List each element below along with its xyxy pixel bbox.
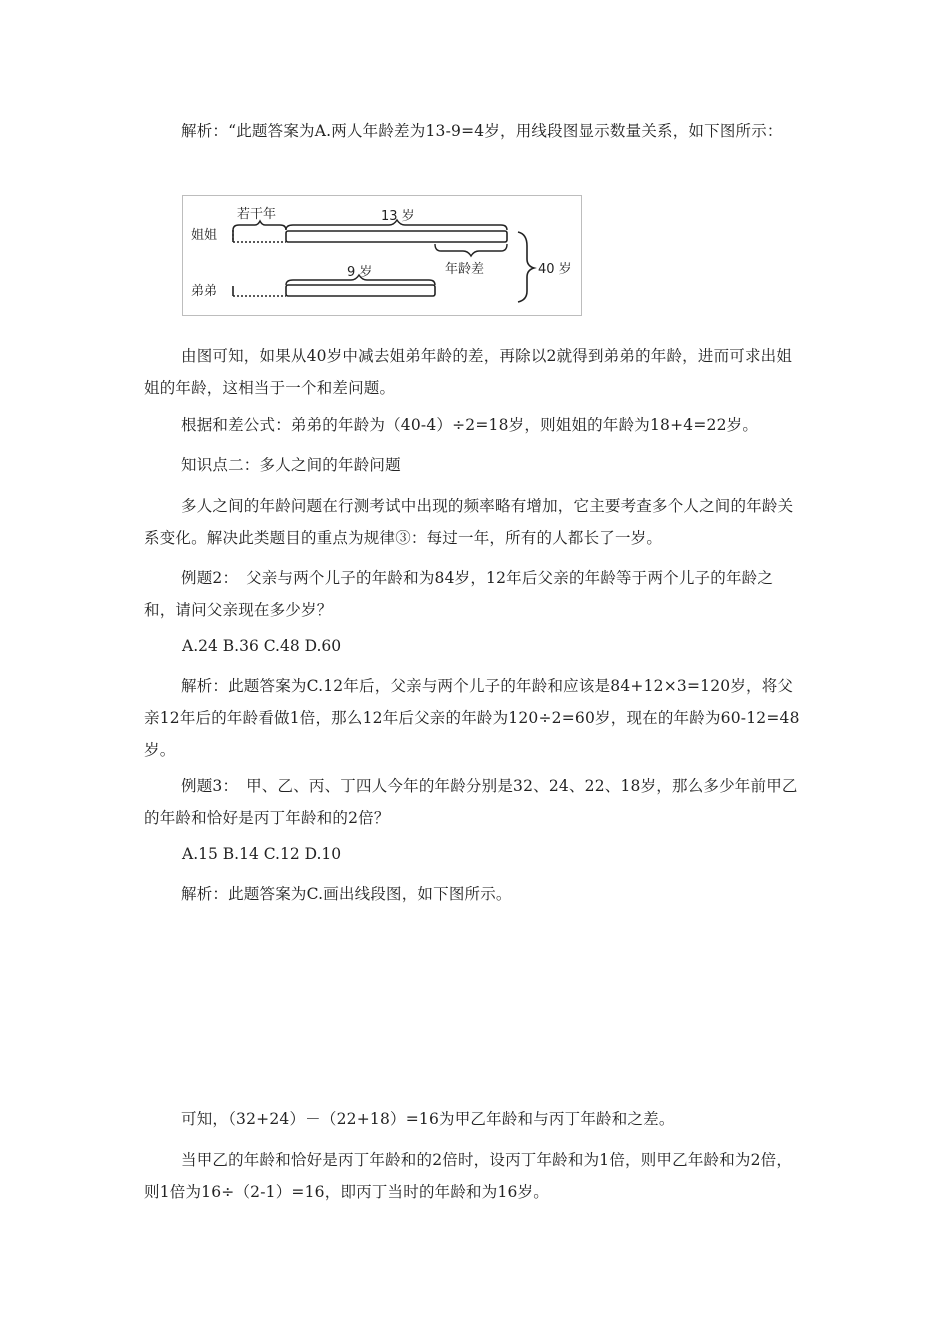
- paragraph-multi-person: 多人之间的年龄问题在行测考试中出现的频率略有增加，它主要考查多个人之间的年龄关系变化。解决此类题目的重点为规律③：每过一年，所有的人都长了一岁。: [144, 497, 794, 547]
- age-diff-label: 年龄差: [445, 262, 485, 277]
- example-2-options: A.24 B.36 C.48 D.60: [182, 637, 342, 655]
- sister-bar: [286, 231, 507, 242]
- paragraph-example-3: 例题3： 甲、乙、丙、丁四人今年的年龄分别是32、24、22、18岁，那么多少年前甲乙的年龄和恰好是丙丁年龄和的2倍？: [144, 777, 798, 827]
- line-segment-diagram: [182, 195, 582, 316]
- paragraph-analysis-2: 解析：此题答案为C.12年后，父亲与两个儿子的年龄和应该是84+12×3=120岁，将父亲12年后的年龄看做1倍，那么12年后父亲的年龄为120÷2=60岁，现在的年龄为60-12=48岁。: [144, 677, 800, 759]
- sister-segment: [233, 230, 286, 242]
- sister-label: 姐姐: [191, 228, 218, 243]
- total-brace: [518, 232, 534, 302]
- section-heading-knowledge-2: 知识点二：多人之间的年龄问题: [181, 456, 401, 474]
- brother-bar: [286, 285, 435, 296]
- paragraph-analysis-3: 解析：此题答案为C.画出线段图，如下图所示。: [181, 885, 512, 903]
- some-years-label: 若干年: [237, 207, 277, 222]
- paragraph-formula: 根据和差公式：弟弟的年龄为（40-4）÷2=18岁，则姐姐的年龄为18+4=22岁。: [181, 416, 759, 434]
- sister-age-brace: [286, 220, 507, 230]
- brother-label: 弟弟: [191, 284, 218, 299]
- total-age-label: 40 岁: [538, 262, 572, 277]
- diagram-svg: [183, 196, 583, 317]
- sister-age-label: 13 岁: [381, 209, 415, 224]
- some-years-brace: [233, 221, 286, 230]
- paragraph-inference: 由图可知，如果从40岁中减去姐弟年龄的差，再除以2就得到弟弟的年龄，进而可求出姐姐的年龄，这相当于一个和差问题。: [144, 347, 793, 397]
- paragraph-difference: 可知，（32+24）－（22+18）=16为甲乙年龄和与丙丁年龄和之差。: [181, 1110, 675, 1128]
- paragraph-analysis-1: 解析：“此题答案为A.两人年龄差为13-9=4岁，用线段图显示数量关系，如下图所示：: [181, 122, 783, 140]
- paragraph-double: 当甲乙的年龄和恰好是丙丁年龄和的2倍时，设丙丁年龄和为1倍，则甲乙年龄和为2倍，则1倍为16÷（2-1）=16，即丙丁当时的年龄和为16岁。: [144, 1151, 793, 1201]
- brother-age-brace: [286, 275, 435, 285]
- example-3-options: A.15 B.14 C.12 D.10: [182, 845, 342, 863]
- age-diff-brace: [435, 244, 507, 256]
- paragraph-example-2: 例题2： 父亲与两个儿子的年龄和为84岁，12年后父亲的年龄等于两个儿子的年龄之和，请问父亲现在多少岁？: [144, 569, 774, 619]
- brother-age-label: 9 岁: [347, 265, 373, 280]
